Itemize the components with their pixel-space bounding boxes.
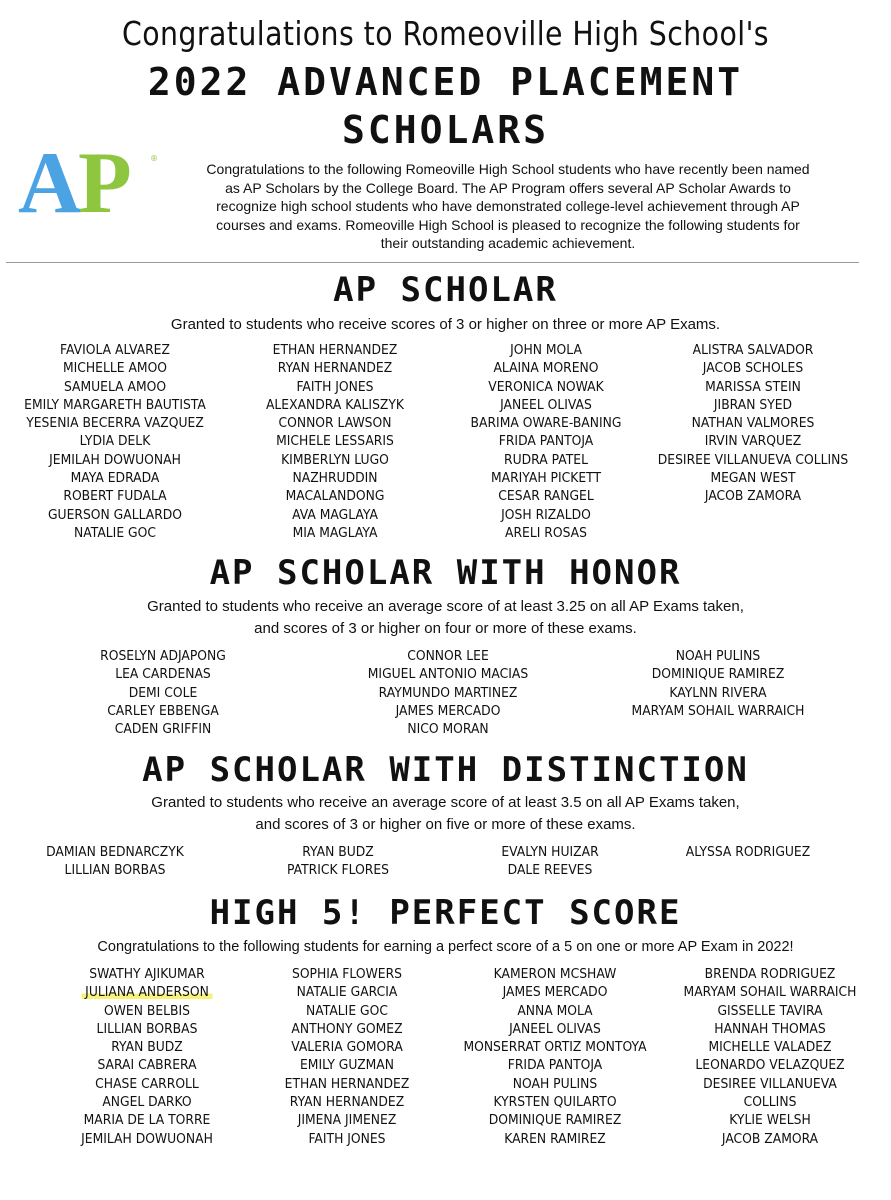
- list-item: MIGUEL ANTONIO MACIAS: [367, 667, 529, 683]
- high5-column-3: [446, 966, 665, 1149]
- ap-honor-column-3: [609, 648, 828, 721]
- list-item: CHASE CARROLL: [95, 1076, 199, 1092]
- ap-scholar-column-1: [6, 342, 225, 543]
- list-item: JANEEL OLIVAS: [500, 397, 592, 413]
- list-item: DAMIAN BEDNARCZYK: [46, 845, 184, 860]
- list-item: AVA MAGLAYA: [292, 507, 378, 523]
- list-item: ROBERT FUDALA: [63, 489, 167, 505]
- list-item: JIBRAN SYED: [713, 397, 793, 413]
- list-item: NICO MORAN: [407, 722, 489, 738]
- list-item: FAITH JONES: [296, 379, 374, 395]
- list-item: MEGAN WEST: [710, 471, 796, 487]
- main-title-line1: 2022 ADVANCED PLACEMENT: [147, 60, 744, 104]
- ap-honor-column-1: [54, 648, 273, 739]
- main-title-line2: SCHOLARS: [341, 108, 550, 152]
- high5-column-4: [661, 966, 880, 1149]
- ap-scholar-column-2: [226, 342, 445, 543]
- ap-scholar-column-4: [644, 342, 863, 507]
- ap-logo-a: A: [18, 135, 74, 232]
- list-item: DALE REEVES: [507, 863, 593, 879]
- list-item: JACOB ZAMORA: [721, 1131, 819, 1147]
- list-item: FAVIOLA ALVAREZ: [60, 343, 170, 358]
- list-item: KAREN RAMIREZ: [504, 1131, 606, 1147]
- list-item: PATRICK FLORES: [286, 863, 390, 879]
- list-item: KAYLNN RIVERA: [669, 685, 767, 701]
- list-item: LILLIAN BORBAS: [64, 863, 166, 879]
- section-title-ap-distinction: AP SCHOLAR WITH DISTINCTION: [142, 750, 749, 790]
- list-item: RYAN BUDZ: [302, 845, 374, 860]
- list-item: NOAH PULINS: [675, 649, 761, 664]
- list-item: DEMI COLE: [128, 685, 198, 701]
- list-item: RYAN HERNANDEZ: [289, 1095, 405, 1111]
- ap-distinction-column-1: [6, 844, 225, 881]
- list-item: FRIDA PANTOJA: [507, 1058, 603, 1074]
- list-item: CONNOR LEE: [407, 649, 489, 664]
- list-item: JACOB ZAMORA: [704, 489, 802, 505]
- list-item: COLLINS: [743, 1095, 797, 1111]
- list-item: MACALANDONG: [285, 489, 385, 505]
- list-item: ALYSSA RODRIGUEZ: [685, 845, 811, 860]
- list-item: FAITH JONES: [308, 1131, 386, 1147]
- list-item: LEA CARDENAS: [115, 667, 211, 683]
- section-desc-ap-distinction-line1: Granted to students who receive an average score of at least 3.5 on all AP Exams taken,: [151, 794, 740, 811]
- list-item: IRVIN VARQUEZ: [704, 434, 802, 450]
- high5-column-2: [238, 966, 457, 1149]
- section-desc-ap-scholar: Granted to students who receive scores of 3 or higher on three or more AP Exams.: [170, 316, 721, 333]
- list-item: ETHAN HERNANDEZ: [284, 1076, 410, 1092]
- divider: [6, 262, 859, 263]
- list-item: JACOB SCHOLES: [702, 361, 804, 377]
- intro-line: Congratulations to the following Romeoville High School students who have recently been named: [206, 161, 810, 177]
- section-title-high5: HIGH 5! PERFECT SCORE: [209, 893, 682, 933]
- list-item: DOMINIQUE RAMIREZ: [651, 667, 785, 683]
- list-item: NATALIE GOC: [74, 525, 156, 541]
- list-item: JAMES MERCADO: [395, 703, 501, 719]
- list-item: ANTHONY GOMEZ: [291, 1021, 403, 1037]
- list-item: VALERIA GOMORA: [291, 1040, 403, 1056]
- list-item: ROSELYN ADJAPONG: [100, 649, 226, 664]
- list-item: MARIA DE LA TORRE: [83, 1113, 211, 1129]
- script-title: Congratulations to Romeoville High School's: [121, 14, 770, 53]
- list-item: MIA MAGLAYA: [292, 525, 378, 541]
- list-item: NOAH PULINS: [512, 1076, 598, 1092]
- list-item: YESENIA BECERRA VAZQUEZ: [26, 416, 204, 432]
- list-item: RYAN HERNANDEZ: [277, 361, 393, 377]
- list-item: SAMUELA AMOO: [63, 379, 167, 395]
- list-item: RUDRA PATEL: [504, 452, 588, 468]
- ap-distinction-column-2: [229, 844, 448, 881]
- list-item: ANGEL DARKO: [102, 1095, 192, 1111]
- list-item: KYLIE WELSH: [729, 1113, 811, 1129]
- list-item: RYAN BUDZ: [111, 1040, 183, 1056]
- list-item: LEONARDO VELAZQUEZ: [695, 1058, 845, 1074]
- list-item: HANNAH THOMAS: [714, 1021, 826, 1037]
- list-item: BARIMA OWARE-BANING: [470, 416, 622, 432]
- list-item: JAMES MERCADO: [502, 985, 608, 1001]
- list-item: MARYAM SOHAIL WARRAICH: [631, 703, 805, 719]
- list-item: JEMILAH DOWUONAH: [81, 1131, 213, 1147]
- ap-scholar-column-3: [437, 342, 656, 543]
- list-item: SARAI CABRERA: [97, 1058, 197, 1074]
- list-item: KYRSTEN QUILARTO: [493, 1095, 617, 1111]
- list-item: MICHELLE AMOO: [62, 361, 168, 377]
- list-item: JANEEL OLIVAS: [509, 1021, 601, 1037]
- intro-line: recognize high school students who have demonstrated college-level achievement through AP: [216, 198, 800, 214]
- list-item: SOPHIA FLOWERS: [291, 967, 403, 982]
- intro-line: as AP Scholars by the College Board. The AP Program offers several AP Scholar Awards to: [225, 179, 791, 196]
- list-item: JEMILAH DOWUONAH: [49, 452, 181, 468]
- highlighted-name: JULIANA ANDERSON: [81, 985, 212, 1000]
- intro-line: their outstanding academic achievement.: [380, 235, 636, 251]
- list-item: OWEN BELBIS: [103, 1003, 191, 1019]
- list-item: JIMENA JIMENEZ: [297, 1113, 397, 1129]
- list-item: SWATHY AJIKUMAR: [89, 967, 205, 982]
- section-desc-high5: Congratulations to the following students for earning a perfect score of a 5 on one or more AP Exam in 2022!: [97, 939, 794, 955]
- list-item: DESIREE VILLANUEVA COLLINS: [657, 452, 849, 468]
- list-item: EVALYN HUIZAR: [501, 845, 599, 860]
- list-item: MAYA EDRADA: [70, 471, 160, 487]
- list-item: ALISTRA SALVADOR: [692, 343, 814, 358]
- list-item: CESAR RANGEL: [498, 489, 594, 505]
- list-item: RAYMUNDO MARTINEZ: [378, 685, 518, 701]
- list-item: LILLIAN BORBAS: [96, 1021, 198, 1037]
- section-title-ap-honor: AP SCHOLAR WITH HONOR: [209, 553, 682, 593]
- list-item: MARISSA STEIN: [705, 379, 801, 395]
- list-item: GUERSON GALLARDO: [47, 507, 183, 523]
- high5-column-1: [38, 966, 257, 1149]
- list-item: CADEN GRIFFIN: [114, 722, 212, 738]
- list-item: MONSERRAT ORTIZ MONTOYA: [463, 1040, 647, 1056]
- list-item: EMILY GUZMAN: [299, 1058, 395, 1074]
- list-item: KAMERON MCSHAW: [493, 967, 617, 982]
- list-item: LYDIA DELK: [79, 434, 151, 450]
- list-item: ANNA MOLA: [517, 1003, 593, 1019]
- ap-logo: [18, 135, 168, 232]
- list-item: NAZHRUDDIN: [292, 471, 378, 487]
- list-item: DOMINIQUE RAMIREZ: [488, 1113, 622, 1129]
- list-item: BRENDA RODRIGUEZ: [704, 967, 836, 982]
- list-item: ALEXANDRA KALISZYK: [265, 397, 405, 413]
- ap-distinction-column-3: [441, 844, 660, 881]
- list-item: MICHELLE VALADEZ: [708, 1040, 832, 1056]
- section-title-ap-scholar: AP SCHOLAR: [333, 270, 558, 310]
- list-item: ALAINA MORENO: [493, 361, 599, 377]
- list-item: ETHAN HERNANDEZ: [272, 343, 398, 358]
- list-item: NATALIE GOC: [306, 1003, 388, 1019]
- ap-honor-column-2: [339, 648, 558, 739]
- list-item: MICHELE LESSARIS: [276, 434, 394, 450]
- intro-line: courses and exams. Romeoville High School is pleased to recognize the following students for: [216, 216, 800, 233]
- section-desc-ap-honor-line2: and scores of 3 or higher on four or more of these exams.: [254, 620, 637, 637]
- list-item: VERONICA NOWAK: [488, 379, 604, 395]
- ap-logo-p: P: [78, 135, 132, 232]
- section-desc-ap-honor-line1: Granted to students who receive an average score of at least 3.25 on all AP Exams taken,: [147, 598, 744, 615]
- list-item: FRIDA PANTOJA: [498, 434, 594, 450]
- list-item: MARIYAH PICKETT: [490, 471, 602, 487]
- list-item: NATALIE GARCIA: [296, 985, 398, 1001]
- list-item: EMILY MARGARETH BAUTISTA: [24, 397, 206, 413]
- list-item: CARLEY EBBENGA: [107, 703, 219, 719]
- list-item: NATHAN VALMORES: [691, 416, 815, 432]
- list-item: ARELI ROSAS: [505, 525, 587, 541]
- list-item: MARYAM SOHAIL WARRAICH: [683, 985, 857, 1001]
- list-item: KIMBERLYN LUGO: [281, 452, 389, 468]
- list-item: JOHN MOLA: [510, 343, 582, 358]
- intro-paragraph: [170, 160, 846, 253]
- registered-icon: ®: [150, 154, 158, 163]
- list-item: DESIREE VILLANUEVA: [703, 1076, 837, 1092]
- section-desc-ap-distinction-line2: and scores of 3 or higher on five or more of these exams.: [255, 816, 636, 833]
- list-item: JOSH RIZALDO: [501, 507, 591, 523]
- list-item-highlighted: [38, 984, 257, 1002]
- ap-distinction-column-4: [639, 844, 858, 862]
- list-item: CONNOR LAWSON: [278, 416, 392, 432]
- list-item: GISSELLE TAVIRA: [717, 1003, 823, 1019]
